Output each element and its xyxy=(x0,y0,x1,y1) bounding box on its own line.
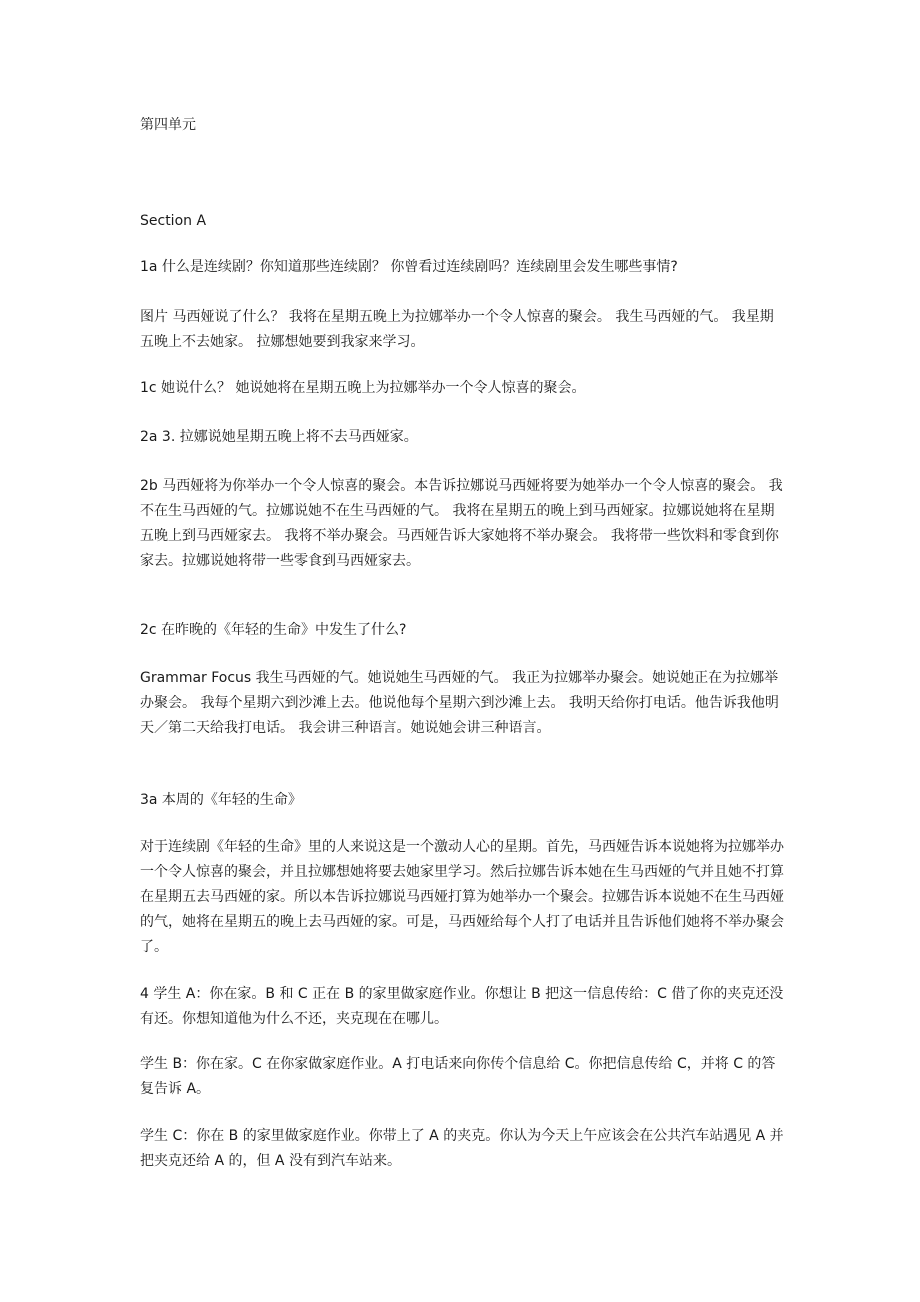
paragraph-1c: 1c 她说什么？ 她说她将在星期五晚上为拉娜举办一个令人惊喜的聚会。 xyxy=(140,380,586,396)
paragraph-grammar-focus: Grammar Focus 我生马西娅的气。她说她生马西娅的气。 我正为拉娜举办聚会。她说她正在为拉娜举办聚会。 我每个星期六到沙滩上去。他说他每个星期六到沙滩上去。 我明天给你打电话。他告诉我他明天／第二天给我打电话。 我会讲三种语言。她说她会讲三种语言。 xyxy=(140,670,779,736)
paragraph-1a: 1a 什么是连续剧？你知道那些连续剧？ 你曾看过连续剧吗？连续剧里会发生哪些事情? xyxy=(140,259,678,275)
paragraph-2b: 2b 马西娅将为你举办一个令人惊喜的聚会。本告诉拉娜说马西娅将要为她举办一个令人惊喜的聚会。 我不在生马西娅的气。拉娜说她不在生马西娅的气。 我将在星期五的晚上到马西娅家。拉娜说她将在星期五晚上到马西娅家去。 我将不举办聚会。马西娅告诉大家她将不举办聚会。 我将带一些饮料和零食到你家去。拉娜说她将带一些零食到马西娅家去。 xyxy=(140,478,783,569)
paragraph-4-student-a: 4 学生 A：你在家。B 和 C 正在 B 的家里做家庭作业。你想让 B 把这一信息传给：C 借了你的夹克还没有还。你想知道他为什么不还，夹克现在在哪儿。 xyxy=(140,986,784,1027)
paragraph-reading: 对于连续剧《年轻的生命》里的人来说这是一个激动人心的星期。首先，马西娅告诉本说她将为拉娜举办一个令人惊喜的聚会，并且拉娜想她将要去她家里学习。然后拉娜告诉本她在生马西娅的气并且她不打算在星期五去马西娅的家。所以本告诉拉娜说马西娅打算为她举办一个聚会。拉娜告诉本说她不在生马西娅的气，她将在星期五的晚上去马西娅的家。可是，马西娅给每个人打了电话并且告诉他们她将不举办聚会了。 xyxy=(140,839,784,955)
paragraph-student-c: 学生 C：你在 B 的家里做家庭作业。你带上了 A 的夹克。你认为今天上午应该会在公共汽车站遇见 A 并把夹克还给 A 的，但 A 没有到汽车站来。 xyxy=(140,1128,784,1169)
section-title: Section A xyxy=(140,213,207,229)
paragraph-2c: 2c 在昨晚的《年轻的生命》中发生了什么? xyxy=(140,622,407,638)
unit-title: 第四单元 xyxy=(140,117,196,133)
paragraph-2a: 2a 3. 拉娜说她星期五晚上将不去马西娅家。 xyxy=(140,429,418,445)
paragraph-3a: 3a 本周的《年轻的生命》 xyxy=(140,792,302,808)
paragraph-student-b: 学生 B：你在家。C 在你家做家庭作业。A 打电话来向你传个信息给 C。你把信息传给 C，并将 C 的答复告诉 A。 xyxy=(140,1056,776,1097)
paragraph-picture: 图片 马西娅说了什么？ 我将在星期五晚上为拉娜举办一个令人惊喜的聚会。 我生马西娅的气。 我星期五晚上不去她家。 拉娜想她要到我家来学习。 xyxy=(140,309,774,350)
